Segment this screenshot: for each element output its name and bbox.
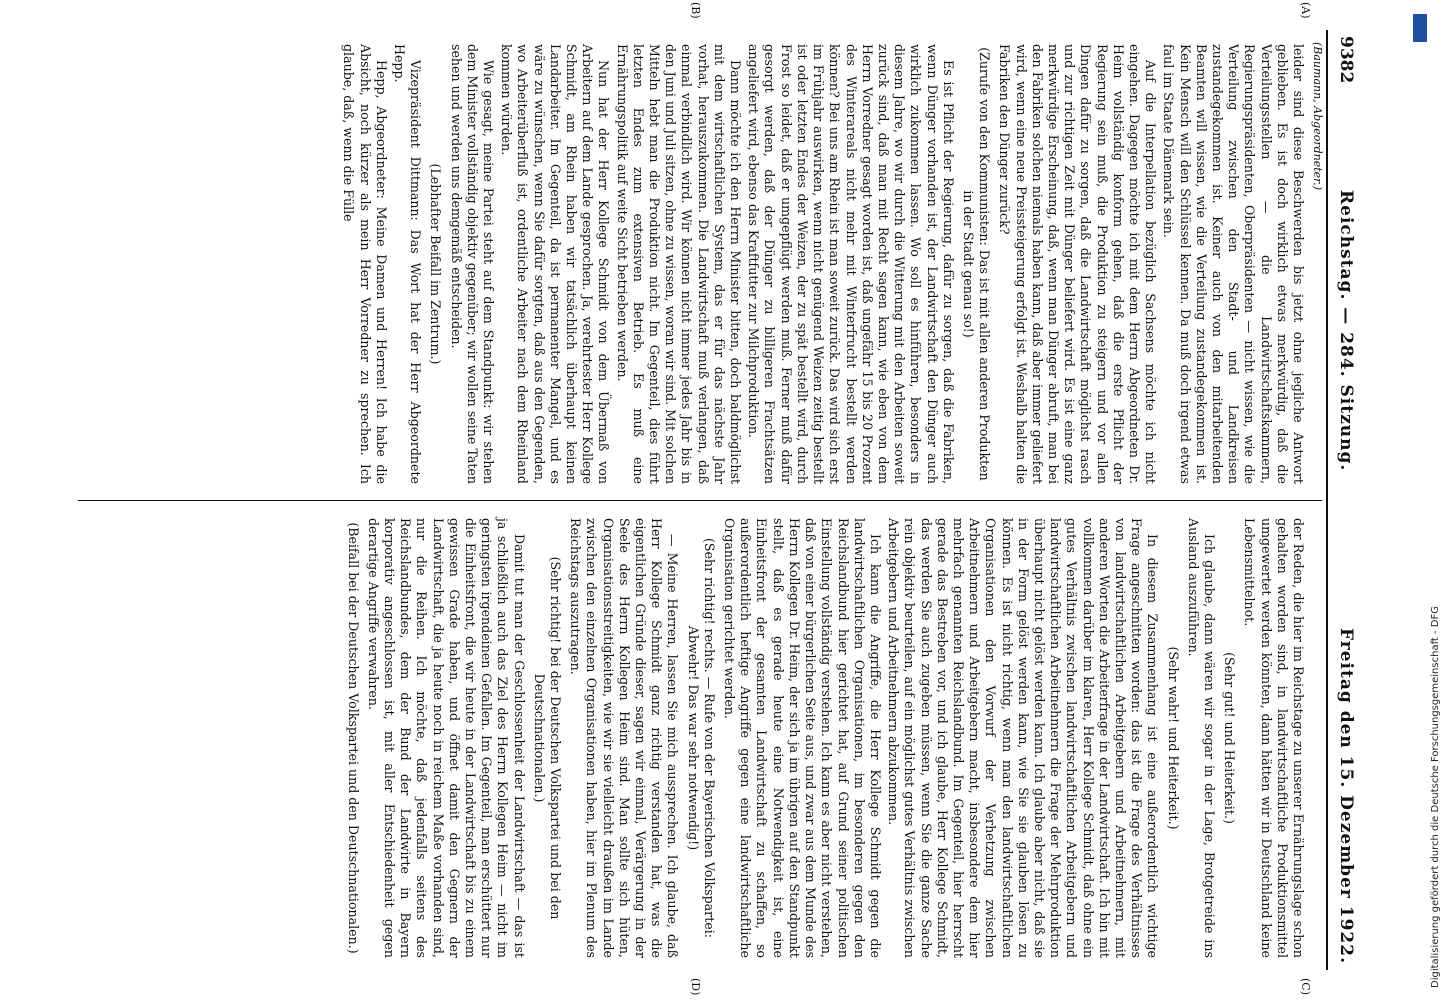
rotated-page	[72, 2, 1362, 996]
dfg-side-note	[1410, 8, 1441, 988]
paragraph: Es ist Pflicht der Regierung, dafür zu sorgen, daß die Fabriken, wenn Dünger vorhanden ist, der Landwirtschaft den Dünger auch wirklich zukommen lassen. Wo soll es hinführen, besonders in diesem Jahre, wo wir durch die Witterung mit den Arbeiten soweit zurück sind, daß man mit Recht sagen kann, wie eben von dem Herrn Vorredner gesagt worden ist, daß ungefähr 15 bis 20 Prozent des Winterareals nicht mehr mit Winterfrucht bestellt werden können? Bei uns am Rhein ist man soweit zurück. Das wird sich erst im Frühjahr auswirken, wenn nicht genügend Weizen zeitig bestellt ist oder letzten Endes der Weizen, der zu spät bestellt wird, durch Frost so leidet, daß er umgepflügt werden muß. Ferner muß dafür gesorgt werden, daß der Dünger zu billigeren Frachtsätzen angeliefert wird, ebenso das Kraftfutter zur Milchproduktion.	[746, 44, 956, 484]
interjection: (Sehr gut! und Heiterkeit.)	[1222, 652, 1238, 824]
margin-mark-b: (B)	[689, 2, 702, 19]
paragraph: Dann möchte ich den Herrn Minister bitten, doch baldmöglichst mit dem wirtschaftlichen System, das er für das nächste Jahr vorhat, herauszukommen. Die Landwirtschaft muß verlangen, daß einmal verbindlich wird. Wir können nicht immer jedes Jahr bis in den Juni und Juli sitzen, ohne zu wissen, woran wir sind. Mit solchen Mitteln hebt man die Produktion nicht. Im Gegenteil, dies führt letzten Endes zum extensiven Betrieb. Es muß eine Ernährungspolitik auf weite Sicht betrieben werden.	[614, 44, 744, 484]
paragraph: Damit tut man der Geschlossenheit der Landwirtschaft — das ist ja schließlich auch das Ziel des Herrn Kollegen Heim — nicht im geringsten irgendeinen Gefallen. Im Gegenteil, man erschüttert nur die Einheitsfront, die wir heute in der Landwirtschaft bis zu einem gewissen Grade haben, und öffnet damit den Gegnern der Landwirtschaft, die ja heute noch in reichem Maße vorhanden sind, nur die Reihen. Ich möchte, daß jedenfalls seitens des Reichslandbundes, dem der Bund der Landwirte in Bayern korporativ angeschlossen ist, mit aller Entschiedenheit gegen derartige Angriffe verwahren.	[365, 518, 527, 958]
header-session: Reichstag. — 284. Sitzung.	[1336, 190, 1356, 472]
interjection: (Beifall bei der Deutschen Volkspartei und den Deutschnationalen.)	[345, 522, 361, 954]
header-date: Freitag den 15. Dezember 1922.	[1336, 628, 1356, 964]
dfg-note-text: Digitalisierung gefördert durch die Deutsche Forschungsgemeinschaft - DFG	[1430, 605, 1441, 988]
interjection: (Zurufe von den Kommunisten: Das ist mit allen anderen Produkten in der Stadt genau so!)	[960, 47, 993, 481]
margin-mark-d: (D)	[689, 978, 702, 996]
speaker-subheader: (Baumann, Abgeordneter.)	[1311, 42, 1324, 190]
paragraph: Hepp, Abgeordneter: Meine Damen und Herren! Ich habe die Absicht, noch kürzer als mein Herr Vorredner zu sprechen. Ich glaube, daß, wenn die Fülle	[341, 44, 389, 484]
paragraph: Ich kann die Angriffe, die Herr Kollege Schmidt gegen die landwirtschaftlichen Organisationen, im besonderen gegen den Reichslandbund hier gerichtet hat, auf Grund seiner politischen Einstellung vollständig verstehen. Ich kann es aber nicht verstehen, daß von einer bürgerlichen Seite aus, und zwar aus dem Munde des Herrn Kollegen Dr. Heim, der sich ja im übrigen auf den Standpunkt stellt, daß es gerade heute eine Notwendigkeit ist, eine Einheitsfront der gesamten Landwirtschaft zu schaffen, so außerordentlich heftige Angriffe gegen eine landwirtschaftliche Organisation gerichtet werden.	[722, 518, 883, 958]
column-divider	[78, 500, 1322, 501]
interjection: (Sehr richtig! rechts. — Rufe von der Bayerischen Volkspartei: Abwehr! Das war sehr notwendig!)	[685, 538, 717, 938]
left-column	[76, 44, 1306, 484]
paragraph: leider sind diese Beschwerden bis jetzt ohne jegliche Antwort geblieben. Es ist doch wirklich etwas merkwürdig, daß die Verteilungsstellen — die Landwirtschaftskammern, Regierungspräsidenten, Oberpräsidenten — nicht wissen, wie die Verteilung zwischen den Stadt- und Landkreisen zustandegekommen ist. Keiner auch von den mitarbeitenden Beamten will wissen, wie die Verteilung zustandegekommen ist. Kein Mensch will den Schlüssel kennen. Da muß doch irgend etwas faul im Staate Dänemark sein.	[1161, 44, 1306, 484]
paragraph: Auf die Interpellation bezüglich Sachsens möchte ich nicht eingehen. Dagegen möchte ich mit dem Herrn Abgeordneten Dr. Heim vollständig konform gehen, daß die erste Pflicht der Regierung sein muß, die Produktion zu steigern und vor allen Dingen dafür zu sorgen, daß die Landwirtschaft möglichst rasch und zur richtigen Zeit mit Dünger beliefert wird. Es ist eine ganz merkwürdige Erscheinung, daß, wenn man Dünger abruft, man bei den Fabriken solchen niemals haben kann, daß aber immer geliefert wird, wenn eine neue Preissteigerung erfolgt ist. Weshalb halten die Fabriken den Dünger zurück?	[997, 44, 1159, 484]
paragraph: Vizepräsident Dittmann: Das Wort hat der Herr Abgeordnete Hepp.	[392, 44, 424, 484]
paragraph: In diesem Zusammenhang ist eine außerordentlich wichtige Frage angeschnitten worden: das ist die Frage des Verhältnisses von landwirtschaftlichen Arbeitgebern und Arbeitnehmern, mit anderen Worten die Arbeiterfrage in der Landwirtschaft. Ich bin mit vollkommen darüber im klaren, Herr Kollege Schmidt, daß ohne ein gutes Verhältnis zwischen landwirtschaftlichen Arbeitgebern und landwirtschaftlichen Arbeitnehmern die Frage der Mehrproduktion überhaupt nicht gelöst werden kann. Ich glaube aber nicht, daß sie in der Form gelöst werden kann, wie Sie sie glauben lösen zu können. Es ist nicht richtig, wenn man den landwirtschaftlichen Organisationen den Vorwurf der Verhetzung zwischen Arbeitnehmern und Arbeitgebern macht, insbesondere dem hier mehrfach genannten Reichslandbund. Im Gegenteil, hier herrscht gerade das Bestreben vor, und ich glaube, Herr Kollege Schmidt, das werden Sie auch zugeben müssen, wenn Sie die ganze Sache rein objektiv beurteilen, auf ein möglichst gutes Verhältnis zwischen Arbeitgebern und Arbeitnehmern abzukommen.	[886, 518, 1161, 958]
interjection: (Sehr wahr! und Heiterkeit.)	[1165, 646, 1181, 830]
interjection: (Sehr richtig! bei der Deutschen Volkspartei und bei den Deutschnationalen.)	[531, 556, 564, 920]
paragraph: der Reden, die hier im Reichstage zu unserer Ernährungslage schon gehalten worden sind, in landwirtschaftliche Produktionsmittel umgewertet werden könnten, dann hätten wir in Deutschland keine Lebensmittelnot.	[1242, 518, 1306, 958]
page-number: 9382	[1336, 36, 1356, 84]
paragraph: — Meine Herren, lassen Sie mich aussprechen. Ich glaube, daß Herr Kollege Schmidt ganz richtig verstanden hat, was die eigentlichen Gründe dieser, sagen wir einmal, Verärgerung in der Seele des Herrn Kollegen Heim sind. Man sollte sich hüten, Organisationsstreitigkeiten, wie wir sie vielleicht draußen im Lande zwischen den einzelnen Organisationen haben, hier im Plenum des Reichstags auszutragen.	[568, 518, 681, 958]
paragraph: Wie gesagt, meine Partei steht auf dem Standpunkt: wir stehen dem Minister vollständig objektiv gegenüber; wir wollen seine Taten sehen und werden uns demgemäß entscheiden.	[448, 44, 497, 484]
paragraph: Ich glaube, dann wären wir sogar in der Lage, Brotgetreide ins Ausland auszuführen.	[1185, 518, 1217, 958]
paragraph: Nun hat der Herr Kollege Schmidt von dem Übermaß von Arbeitern auf dem Lande gesprochen. Ja, verehrtester Herr Kollege Schmidt, am Rhein haben wir tatsächlich überhaupt keinen Landarbeiter. Im Gegenteil, da ist permanenter Mangel, und es wäre zu wünschen, wenn Sie dafür sorgten, daß aus den Gegenden, wo Arbeiterüberfluß ist, ordentliche Arbeiter nach dem Rheinland kommen würden.	[499, 44, 612, 484]
right-column	[76, 518, 1306, 958]
margin-mark-a: (A)	[1299, 2, 1312, 19]
running-header	[1326, 30, 1362, 970]
dfg-logo	[1413, 14, 1427, 42]
interjection: (Lebhafter Beifall im Zentrum.)	[428, 163, 444, 365]
margin-mark-c: (C)	[1299, 978, 1312, 995]
